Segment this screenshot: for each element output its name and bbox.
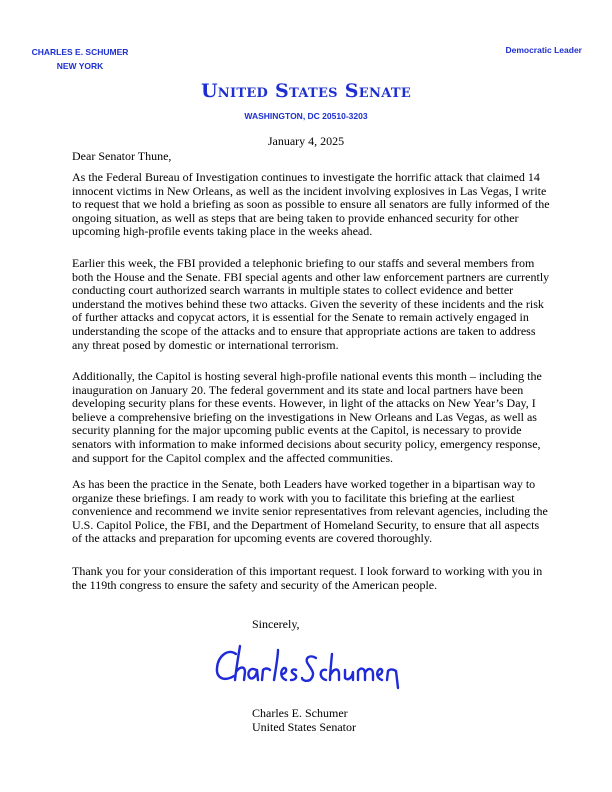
body-paragraph-2: Earlier this week, the FBI provided a telephonic briefing to our staffs and several members from both the House and the Senate. FBI special agents and other law enforcement partners are currently conducting court authorized search warrants in multiple states to collect evidence and better understand the motives behind these two attacks. Given the severity of these incidents and the risk of further attacks and copycat actors, it is essential for the Senate to remain actively engaged in understanding the scope of the attacks and to ensure that appropriate actions are taken to address any threat posed by domestic or international terrorism. bbox=[72, 256, 550, 352]
closing: Sincerely, bbox=[252, 617, 300, 631]
sender-name: CHARLES E. SCHUMER bbox=[31, 47, 129, 57]
letterhead-sender bbox=[20, 45, 140, 73]
body-paragraph-3: Additionally, the Capitol is hosting several high-profile national events this month – including the inauguration on January 20. The federal government and its state and local partners have been developing security plans for these events. However, in light of the attacks on New Year’s Day, I believe a comprehensive briefing on the investigations in New Orleans and Las Vegas, as well as security planning for the major upcoming public events at the Capitol, is necessary to provide senators with information to make informed decisions about security policy, emergency response, and support for the Capitol complex and the affected communities. bbox=[72, 369, 542, 465]
letter-date: January 4, 2025 bbox=[267, 134, 345, 148]
body-paragraph-4: As has been the practice in the Senate, both Leaders have worked together in a bipartisan way to organize these briefings. I am ready to work with you to facilitate this briefing at the earliest convenience and recommend we invite senior representatives from relevant agencies, including the U.S. Capitol Police, the FBI, and the Department of Homeland Security, to ensure that all aspects of the attacks and preparation for upcoming events are covered thoroughly. bbox=[72, 477, 548, 546]
handwritten-signature bbox=[212, 640, 412, 692]
sender-title: Democratic Leader bbox=[505, 45, 582, 55]
signer-name: Charles E. Schumer bbox=[252, 706, 348, 720]
sender-state: NEW YORK bbox=[56, 61, 104, 71]
signer-block bbox=[252, 706, 356, 734]
senate-address: WASHINGTON, DC 20510-3203 bbox=[244, 111, 368, 121]
body-paragraph-1: As the Federal Bureau of Investigation continues to investigate the horrific attack that claimed 14 innocent victims in New Orleans, as well as the incident involving explosives in Las Vegas, I write to request that we hold a briefing as soon as possible to ensure all senators are fully informed of the ongoing situation, as well as steps that are being taken to provide enhanced security for other upcoming high-profile events taking place in the weeks ahead. bbox=[72, 170, 550, 239]
salutation: Dear Senator Thune, bbox=[72, 149, 172, 163]
signer-title: United States Senator bbox=[252, 720, 356, 734]
senate-letterhead-title: United States Senate bbox=[200, 80, 412, 102]
body-paragraph-5: Thank you for your consideration of this important request. I look forward to working with you in the 119th congress to ensure the safety and security of the American people. bbox=[72, 564, 543, 592]
